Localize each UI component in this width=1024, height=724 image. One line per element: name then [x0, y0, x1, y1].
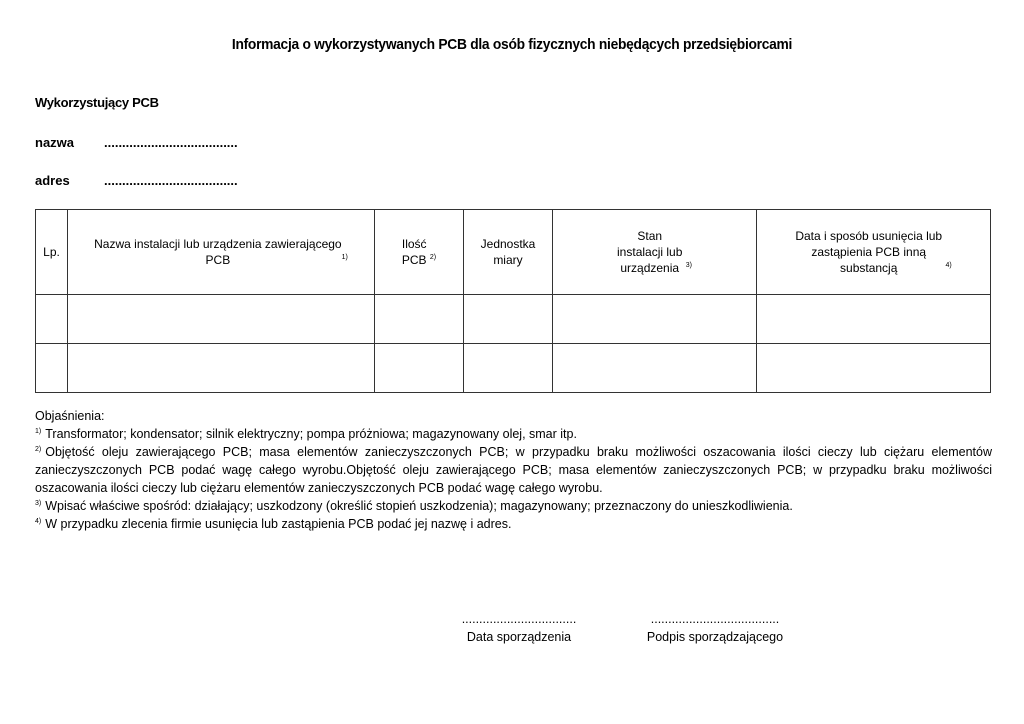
notes-heading: Objaśnienia:	[35, 409, 105, 423]
table-cell[interactable]	[553, 344, 757, 393]
date-dots[interactable]: .................................	[461, 612, 577, 626]
table-cell[interactable]	[375, 295, 464, 344]
table-header-row	[36, 210, 991, 295]
note-text: Objętość oleju zawierającego PCB; masa elementów zanieczyszczonych PCB; w przypadku braku możliwości oszacowania ilości cieczy lub ciężaru elementów zanieczyszczonych PCB podać wagę całego wyrobu.Objętość oleju zawierającego PCB; masa elementów zanieczyszczonych PCB; w przypadku braku możliwości oszacowania ilości cieczy lub ciężaru elementów zanieczyszczonych PCB podać wagę całego wyrobu.	[35, 445, 992, 495]
table-row	[36, 295, 991, 344]
section-heading-user: Wykorzystujący PCB	[35, 95, 159, 110]
header-installation-name: Nazwa instalacji lub urządzenia zawierającego PCB $^{1)}$	[68, 210, 375, 295]
note-item-2	[35, 443, 992, 497]
header-state: Stan instalacji lub urządzenia $^{3)}$	[553, 210, 757, 295]
signature-label: Podpis sporządzającego	[646, 630, 784, 644]
footnote-ref-4: 4)	[945, 262, 952, 269]
signature-block	[634, 612, 796, 644]
footnote-ref-2: 2)	[429, 254, 437, 261]
header-unit: Jednostka miary	[464, 210, 553, 295]
note-number: 3)	[35, 499, 42, 507]
table-cell[interactable]	[464, 295, 553, 344]
note-item-1	[35, 425, 992, 443]
notes-section	[35, 407, 992, 533]
note-number: 1)	[35, 427, 42, 435]
table-cell[interactable]	[375, 344, 464, 393]
note-text: W przypadku zlecenia firmie usunięcia lub zastąpienia PCB podać jej nazwę i adres.	[45, 517, 512, 531]
note-item-4	[35, 515, 992, 533]
name-field[interactable]: .....................................	[104, 135, 238, 150]
document-title: Informacja o wykorzystywanych PCB dla osób fizycznych niebędących przedsiębiorcami	[231, 36, 793, 53]
footnote-ref-3: 3)	[685, 262, 692, 269]
date-signature-block	[452, 612, 586, 644]
signature-dots[interactable]: .....................................	[650, 612, 780, 626]
header-quantity: Ilość PCB $^{2)}$	[375, 210, 464, 295]
pcb-table	[35, 209, 991, 393]
table-row	[36, 344, 991, 393]
note-text: Transformator; kondensator; silnik elektryczny; pompa próżniowa; magazynowany olej, smar itp.	[45, 427, 577, 441]
header-removal: Data i sposób usunięcia lub zastąpienia PCB inną substancją $^{4)}$	[757, 210, 991, 295]
footnote-ref-1: 1)	[341, 254, 348, 261]
date-label: Data sporządzenia	[466, 630, 572, 644]
note-number: 2)	[35, 445, 42, 453]
table-cell[interactable]	[68, 344, 375, 393]
table-cell[interactable]	[36, 295, 68, 344]
header-lp: Lp.	[36, 210, 68, 295]
name-label: nazwa	[35, 135, 75, 150]
note-text: Wpisać właściwe spośród: działający; uszkodzony (określić stopień uszkodzenia); magazynowany; przeznaczony do unieszkodliwienia.	[45, 499, 793, 513]
table-cell[interactable]	[757, 344, 991, 393]
note-number: 4)	[35, 517, 42, 525]
table-cell[interactable]	[68, 295, 375, 344]
note-item-3	[35, 497, 992, 515]
address-field[interactable]: .....................................	[104, 173, 238, 188]
table-cell[interactable]	[553, 295, 757, 344]
address-label: adres	[35, 173, 70, 188]
table-cell[interactable]	[464, 344, 553, 393]
table-cell[interactable]	[757, 295, 991, 344]
table-cell[interactable]	[36, 344, 68, 393]
